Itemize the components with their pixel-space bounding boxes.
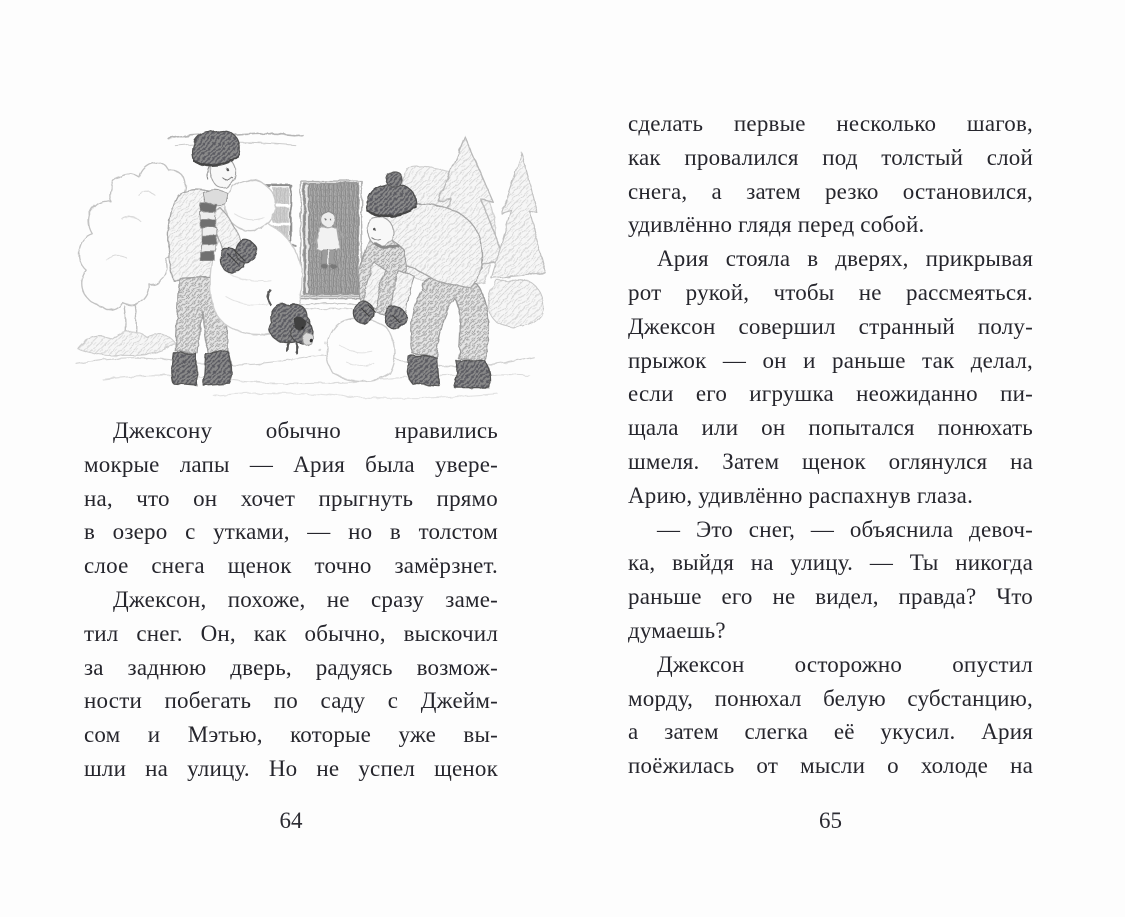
text-line: прыжок — он и раньше так делал, <box>628 347 1033 373</box>
text-line: раньше его не видел, правда? Что <box>628 584 1033 610</box>
left-child-figure <box>168 131 302 386</box>
text-line: если его игрушка неожиданно пи- <box>628 381 1033 407</box>
text-line: Ария стояла в дверях, прикрывая <box>657 246 1033 272</box>
text-line: за заднюю дверь, радуясь возмож- <box>84 654 498 680</box>
house-door <box>297 181 366 309</box>
text-line: сом и Мэтью, которые уже вы- <box>84 722 498 748</box>
snow-pile <box>327 318 395 381</box>
text-line: как провалился под толстый слой <box>628 144 1033 170</box>
left-page-text <box>84 414 498 786</box>
text-line: морду, понюхал белую субстанцию, <box>628 685 1033 711</box>
text-line: ка, выйдя на улицу. — Ты никогда <box>628 550 1033 576</box>
text-line: — Это снег, — объяснила девоч- <box>657 516 1033 542</box>
illustration-svg <box>72 108 548 404</box>
text-line: в озеро с утками, — но в толстом <box>84 519 498 545</box>
text-line: удивлённо глядя перед собой. <box>628 212 925 238</box>
text-line: на, что он хочет прыгнуть прямо <box>84 485 498 511</box>
text-line: Джексону обычно нравились <box>113 418 498 443</box>
text-line: Джексон осторожно опустил <box>657 651 1033 677</box>
text-line: щала или он попытался понюхать <box>628 415 1033 441</box>
text-line: ности побегать по саду с Джейм- <box>84 688 498 714</box>
page-number-right: 65 <box>819 808 842 833</box>
bushes <box>78 331 175 355</box>
snow-scene-illustration <box>72 108 548 404</box>
text-line: рот рукой, чтобы не рассмеяться. <box>628 279 1033 305</box>
text-line: Джексон совершил странный полу- <box>628 313 1033 339</box>
text-line: Арию, удивлённо распахнув глаза. <box>628 482 974 508</box>
text-line: шмеля. Затем щенок оглянулся на <box>628 448 1033 474</box>
text-line: слое снега щенок точно замёрзнет. <box>84 553 498 579</box>
text-line: а затем слегка её укусил. Ария <box>628 719 1033 745</box>
text-line: сделать первые несколько шагов, <box>628 111 1033 136</box>
page-number-left: 64 <box>279 808 303 833</box>
text-line: тил снег. Он, как обычно, выскочил <box>84 620 498 646</box>
text-line: шли на улицу. Но не успел щенок <box>84 755 498 781</box>
text-line: поёжилась от мысли о холоде на <box>628 753 1033 779</box>
right-page-text <box>628 107 1033 783</box>
text-line: думаешь? <box>628 617 726 643</box>
text-line: снега, а затем резко остановился, <box>628 178 1033 204</box>
text-line: Джексон, похоже, не сразу заме- <box>113 586 498 612</box>
text-line: мокрые лапы — Ария была увере- <box>84 451 498 477</box>
